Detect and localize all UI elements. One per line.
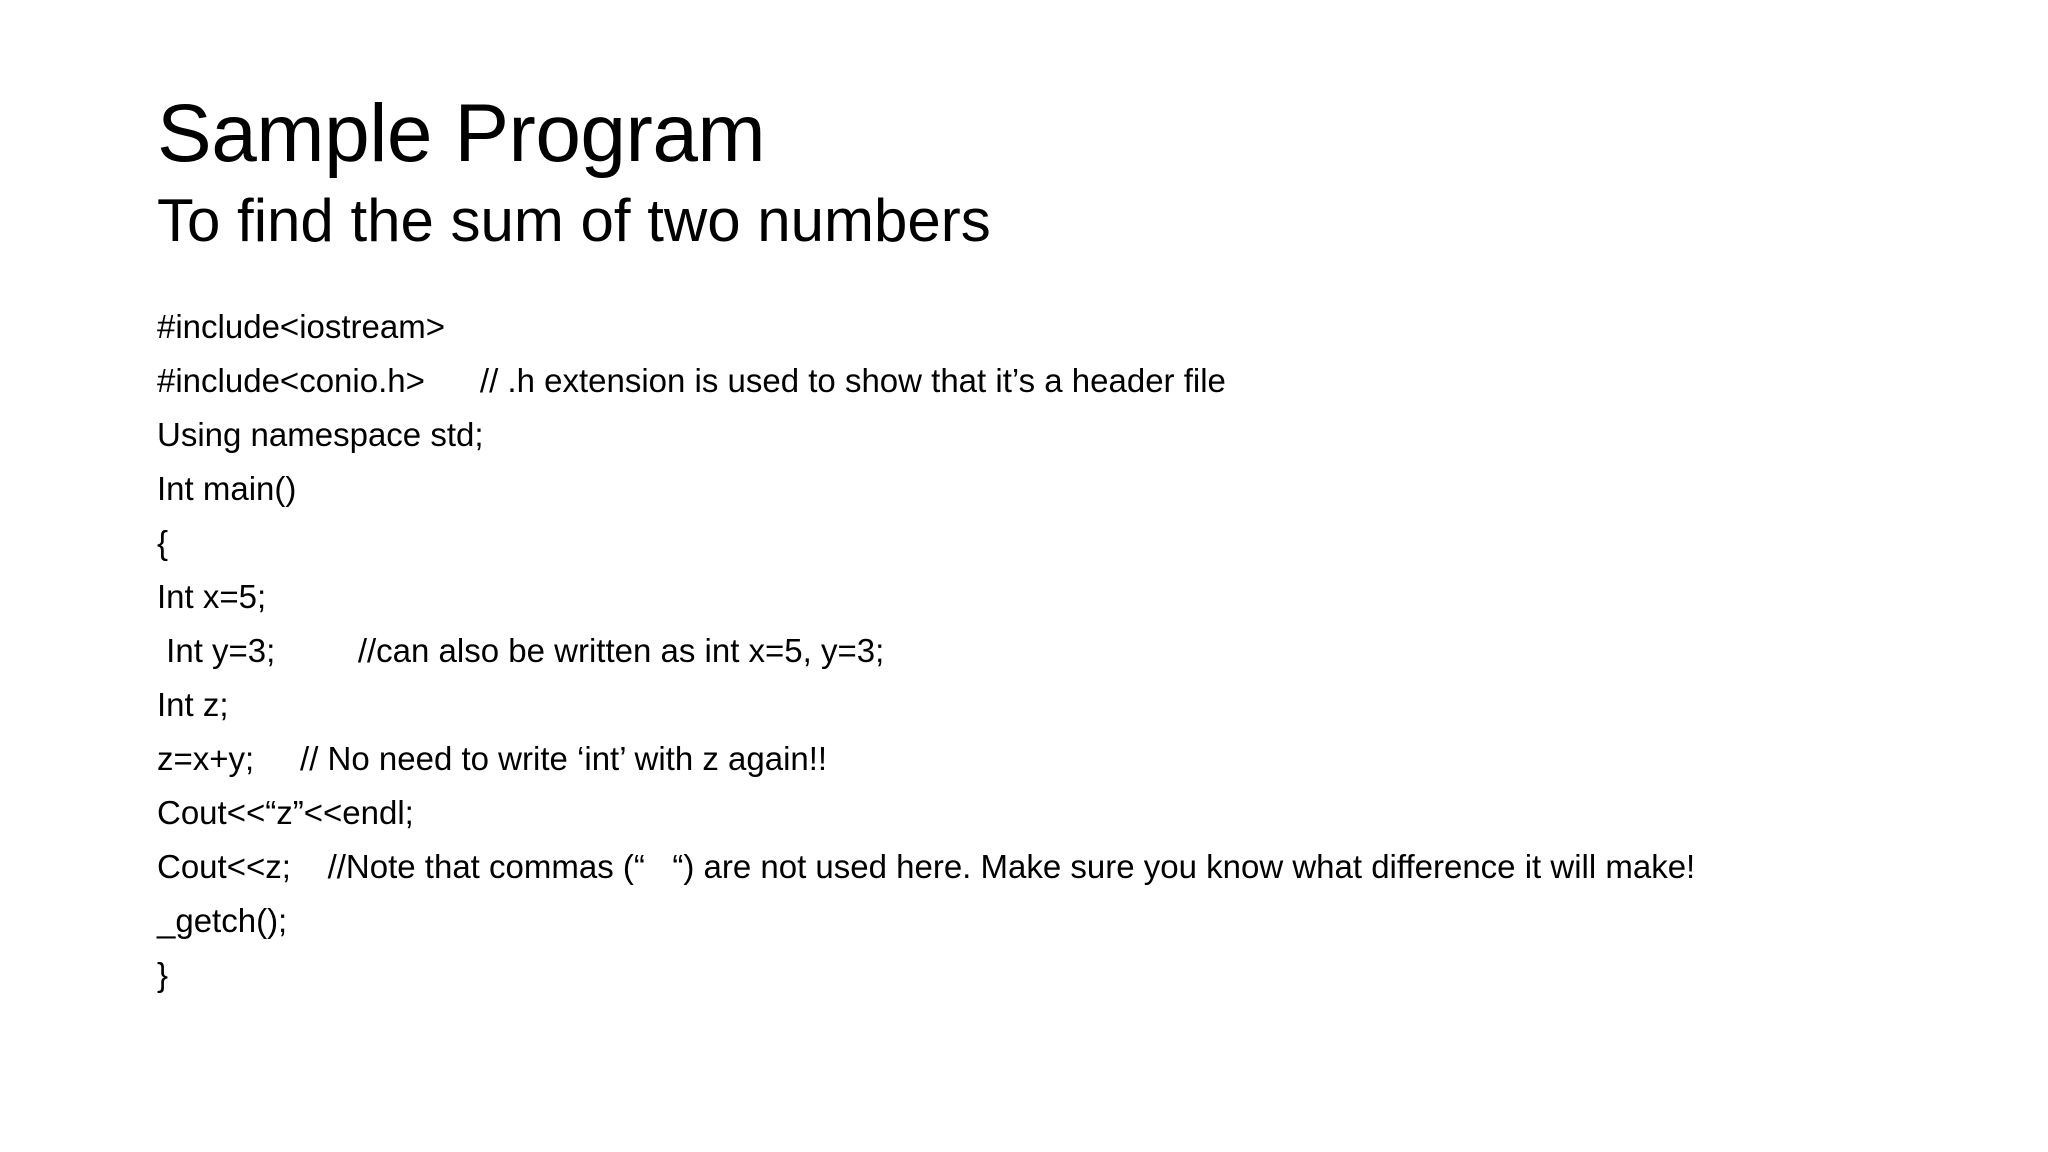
code-block: [157, 304, 1695, 1006]
code-line: #include<conio.h> // .h extension is used to show that it’s a header file: [157, 362, 1226, 399]
code-line: Int main(): [157, 470, 297, 507]
code-line: Cout<<z; //Note that commas (“ “) are not used here. Make sure you know what difference it will make!: [157, 848, 1696, 885]
code-line: z=x+y; // No need to write ‘int’ with z again!!: [157, 740, 828, 777]
code-line: }: [157, 956, 169, 993]
code-line: {: [157, 524, 169, 561]
code-line: Int x=5;: [157, 578, 267, 615]
slide-subtitle: To find the sum of two numbers: [157, 187, 991, 254]
slide-title: Sample Program: [157, 88, 766, 179]
code-line: Int y=3; //can also be written as int x=5, y=3;: [157, 632, 885, 669]
code-line: #include<iostream>: [157, 308, 446, 345]
code-line: Using namespace std;: [157, 416, 484, 453]
code-line: Int z;: [157, 686, 229, 723]
code-line: _getch();: [157, 902, 288, 939]
code-line: Cout<<“z”<<endl;: [157, 794, 414, 831]
